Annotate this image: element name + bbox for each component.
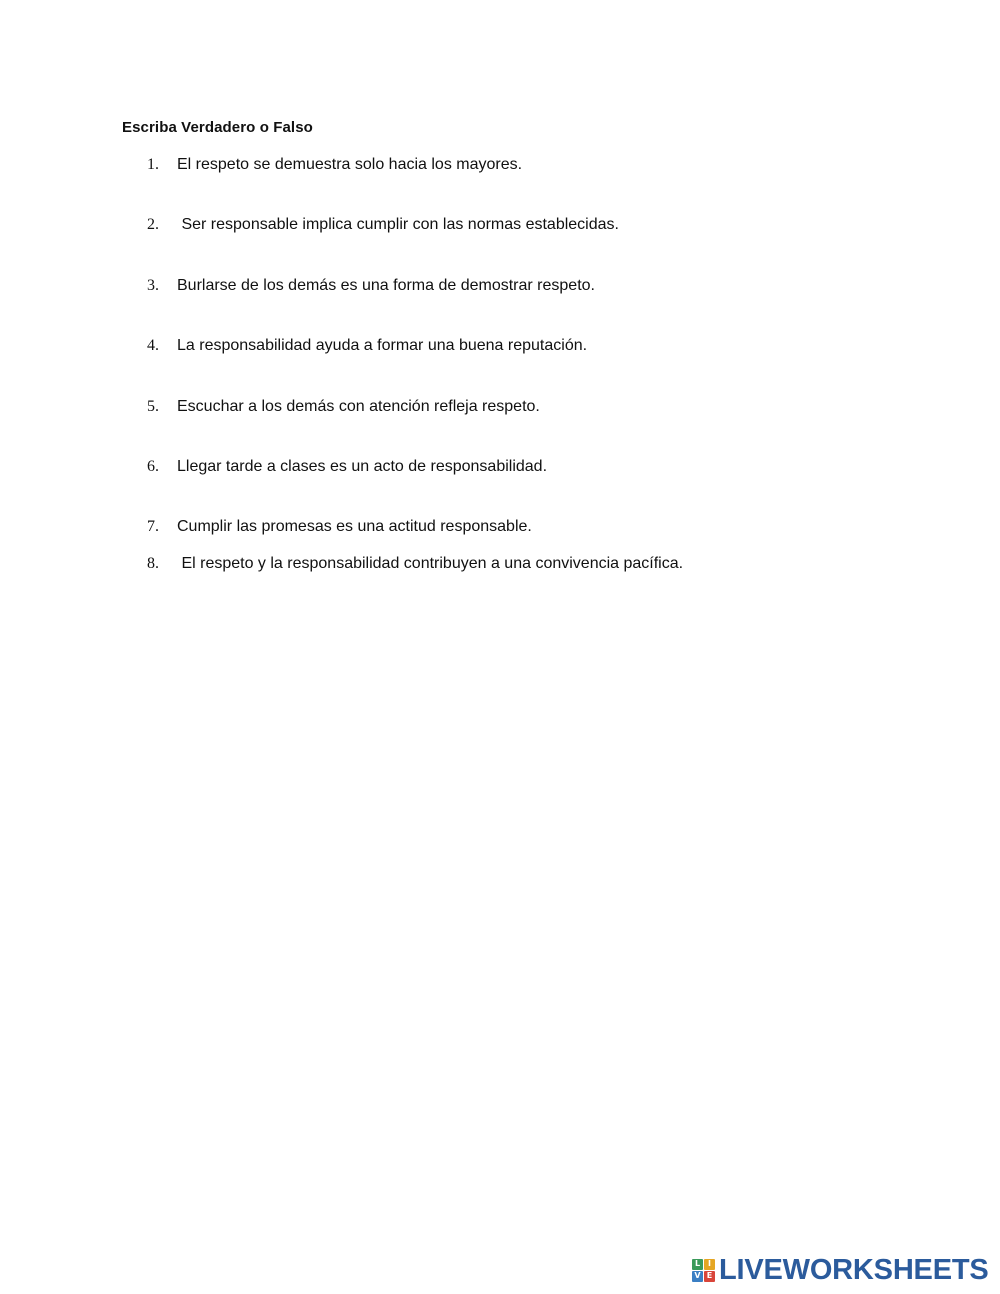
item-text: Llegar tarde a clases es un acto de responsabilidad. [177, 458, 548, 475]
logo-mark-letter: V [692, 1271, 703, 1282]
item-text: Cumplir las promesas es una actitud responsable. [177, 518, 532, 535]
liveworksheets-logo [692, 1253, 989, 1286]
item-number: 5. [147, 398, 159, 415]
list-item [147, 335, 587, 357]
logo-mark-letter: L [692, 1259, 703, 1270]
item-text: Ser responsable implica cumplir con las normas establecidas. [177, 216, 619, 233]
item-text: La responsabilidad ayuda a formar una buena reputación. [177, 337, 588, 354]
item-text: Burlarse de los demás es una forma de demostrar respeto. [177, 277, 595, 294]
list-item [147, 553, 683, 575]
list-item [147, 516, 532, 538]
logo-text: LIVEWORKSHEETS [719, 1253, 989, 1286]
item-number: 2. [147, 216, 159, 233]
list-item [147, 456, 547, 478]
worksheet-title: Escriba Verdadero o Falso [122, 119, 313, 136]
item-number: 7. [147, 518, 159, 535]
list-item [147, 275, 595, 297]
item-number: 4. [147, 337, 159, 354]
list-item [147, 396, 540, 418]
item-text: El respeto y la responsabilidad contribuyen a una convivencia pacífica. [177, 555, 684, 572]
item-number: 3. [147, 277, 159, 294]
list-item [147, 154, 522, 176]
item-number: 8. [147, 555, 159, 572]
logo-mark-letter: E [704, 1271, 715, 1282]
logo-mark-icon [692, 1259, 715, 1282]
item-number: 6. [147, 458, 159, 475]
item-number: 1. [147, 156, 159, 173]
logo-mark-letter: I [704, 1259, 715, 1270]
item-text: Escuchar a los demás con atención refleja respeto. [177, 398, 540, 415]
item-text: El respeto se demuestra solo hacia los mayores. [177, 156, 523, 173]
list-item [147, 214, 619, 236]
